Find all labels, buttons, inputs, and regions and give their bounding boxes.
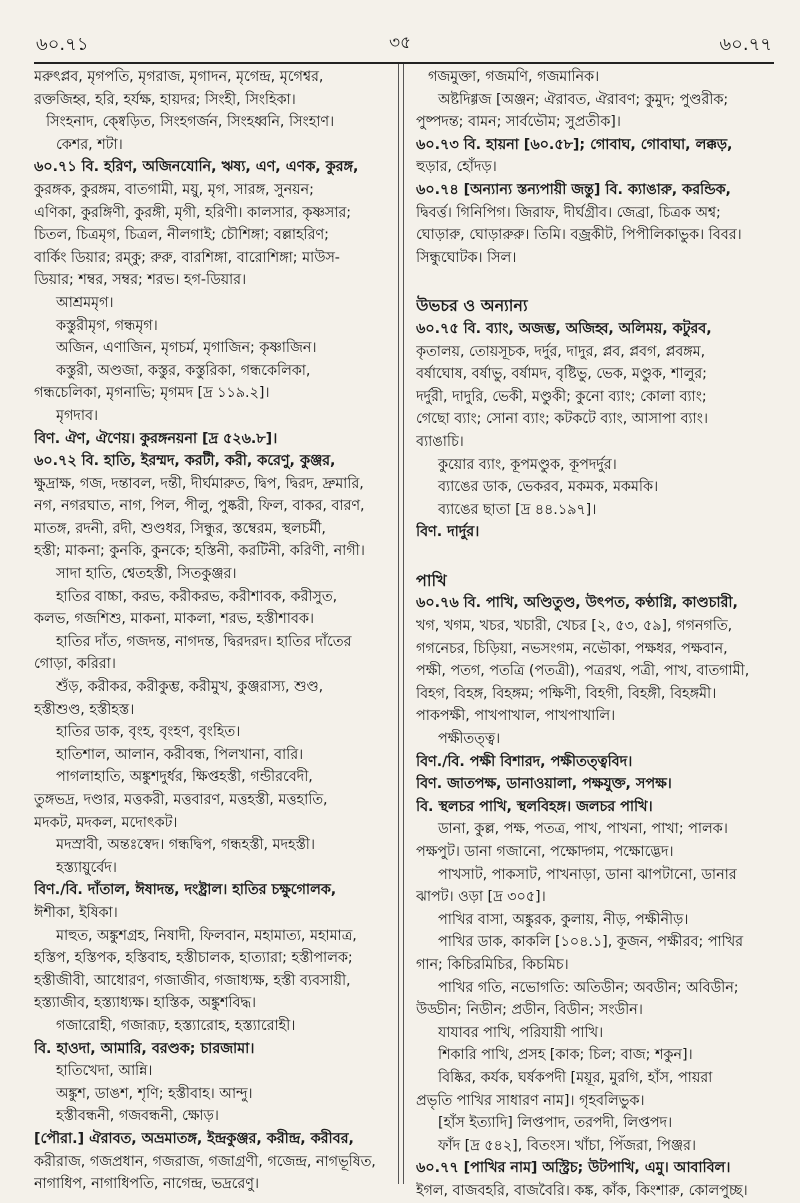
entry-line: ঘোড়ারু, ঘোড়ারুরু। তিমি। বজ্রকীট, পিপীলিকাভুক। বিবর। [416,227,742,244]
entry-line: অঙ্কুশ, ডাঙশ, শৃণি; হস্তীবাহ। আন্দু। [56,1085,253,1102]
entry-line: ব্যাঙের ছাতা [দ্র ৪৪.১৯৭]। [438,501,597,518]
entry-line: পক্ষী, পতগ, পতত্রি (পতত্রী), পত্ররথ, পত্রী, পাখ, বাতগামী, [416,663,750,680]
entry-line: মদস্রাবী, অন্তঃস্বেদ। গন্ধদ্বিপ, গন্ধহস্তী, মদহস্তী। [56,837,315,854]
entry-line: কস্তুরী, অণ্ডজা, কস্তুর, কস্তুরিকা, গন্ধকেলিকা, [56,362,311,379]
entry-line: বিহগ, বিহঙ্গ, বিহঙ্গম; পক্ষিণী, বিহগী, বিহঙ্গী, বিহঙ্গমী। [416,685,717,702]
entry-line: দর্দুরী, দাদুরি, ভেকী, মণ্ডুকী; কুনো ব্যাং; কোলা ব্যাং; [416,388,707,405]
entry-line: মাহুত, অঙ্কুশগ্রহ, নিষাদী, ফিলবান, মহামাত্য, মহামাত্র, [56,927,357,944]
entry-line: মাতঙ্গ, রদনী, রদী, শুণ্ডধর, সিন্ধুর, স্তম্বেরম, স্থলচর্মী, [34,520,326,537]
entry-line: কলভ, গজশিশু, মাকনা, মাকলা, শরভ, হস্তীশাবক। [34,611,314,628]
entry-line: বিণ. ঐণ, ঐণেয়। কুরঙ্গনয়না [দ্র ৫২৬.৮]। [34,430,278,447]
entry-line: অজিন, এণাজিন, মৃগচর্ম, মৃগাজিন; কৃষ্ণাজিন। [56,340,317,357]
entry-line: বিণ. জাতপক্ষ, ডানাওয়ালা, পক্ষযুক্ত, সপক্ষ। [416,776,672,793]
column-divider [398,64,399,1184]
section-heading: পাখি [416,570,447,590]
entry-line: রক্তজিহ্ব, হরি, হর্যক্ষ, হায়দর; সিংহী, সিংহিকা। [34,91,296,108]
entry-line: কুরঙ্গক, কুরঙ্গম, বাতগামী, ময়ু, মৃগ, সারঙ্গ, সুনয়ন; [34,181,314,198]
entry-line: তুঙ্গভদ্র, দণ্ডার, মত্তকরী, মত্তবারণ, মত্তহস্তী, মত্তহাতি, [34,792,328,808]
left-column [34,66,380,1196]
entry-line: ৬০.৭৫ বি. ব্যাং, অজম্ভ, অজিহ্ব, অলিময়, কটুরব, [416,320,712,337]
entry-line: অষ্টদিগ্গজ [অঞ্জন; ঐরাবত, ঐরাবণ; কুমুদ; পুণ্ডরীক; [438,91,729,108]
entry-line: বি. হাওদা, আমারি, বরণ্ডক; চারজামা। [34,1040,255,1057]
entry-line: গান; কিচিরমিচির, কিচমিচ। [416,956,569,973]
entry-line: বর্ষাঘোষ, বর্ষাভু, বর্ষামদ, বৃষ্টিভু, ভেক, মণ্ডুক, শালুর; [416,366,707,383]
entry-line: হস্ত্যাজীব, হস্ত্যাধ্যক্ষ। হাস্তিক, অঙ্কুশবিদ্ধ। [34,995,257,1012]
entry-line: পক্ষপুট। ডানা গজানো, পক্ষোদ্গম, পক্ষোদ্ভেদ। [416,844,674,860]
entry-line: কস্তুরীমৃগ, গন্ধমৃগ। [56,317,158,334]
entry-line: গন্ধচেলিকা, মৃগনাভি; মৃগমদ [দ্র ১১৯.২]। [34,385,270,402]
entry-line: পুষ্পদন্ত; বামন; সার্বভৌম; সুপ্রতীক]। [416,114,621,131]
entry-line: পাখসাট, পাকসাট, পাখনাড়া, ডানা ঝাপটানো, ডানার [438,866,737,883]
header-rule [34,62,774,64]
entry-line: আশ্রমমৃগ। [56,294,114,311]
header-left-entry: ৬০.৭১ [36,34,89,55]
entry-line: ইগল, বাজবহরি, বাজবৈরি। কঙ্ক, কাঁক, কিংশারু, কোলপুচ্ছ। [416,1182,748,1199]
entry-line: যাযাবর পাখি, পরিযায়ী পাখি। [438,1024,604,1041]
entry-line: গেছো ব্যাং; সোনা ব্যাং; কটকটে ব্যাং, আসাপা ব্যাং। [416,411,708,428]
entry-line: বিণ./বি. দাঁতাল, ঈষাদন্ত, দংষ্ট্রাল। হাতির চক্ষুগোলক, [34,882,337,899]
entry-line: শুঁড়, করীকর, করীকুম্ভ, করীমুখ, কুঞ্জরাস্য, শুণ্ড, [56,679,324,696]
entry-line: মদকট, মদকল, মদোৎকট। [34,814,178,831]
entry-line: এণিকা, কুরঙ্গিণী, কুরঙ্গী, মৃগী, হরিণী। কালসার, কৃষ্ণসার; [34,204,352,221]
entry-line: কেশর, শটা। [56,136,123,153]
entry-line: নাগাধিপ, নাগাধিপতি, নাগেন্দ্র, ভদ্ররেণু। [34,1176,259,1193]
entry-line: মৃগদাব। [56,407,99,424]
entry-line: খগ, খগম, খচর, খচারী, খেচর [২, ৫৩, ৫৯], গগনগতি, [416,618,733,635]
entry-line: পাখির গতি, নভোগতি: অতিডীন; অবডীন; অবিডীন; [438,979,739,996]
entry-line: ব্যাঙের ডাক, ভেকরব, মকমক, মকমকি। [438,479,659,496]
entry-line: [পৌরা.] ঐরাবত, অভ্রমাতঙ্গ, ইন্দ্রকুঞ্জর, করীন্দ্র, করীবর, [34,1130,354,1147]
entry-line: সিন্ধুঘোটক। সিল। [416,249,517,266]
entry-line: পক্ষীতত্ত্ব। [438,731,501,748]
section-heading: উভচর ও অন্যান্য [416,296,528,316]
entry-line: হুড়ার, হোঁদড়। [416,159,497,176]
right-column [416,66,780,1203]
entry-line: মরুৎপ্লব, মৃগপতি, মৃগরাজ, মৃগাদন, মৃগেন্দ্র, মৃগেশ্বর, [34,69,324,85]
entry-line: বি. স্থলচর পাখি, স্থলবিহঙ্গ। জলচর পাখি। [416,798,653,815]
entry-line: গজারোহী, গজারূঢ়, হস্ত্যারোহ, হস্ত্যারোহী। [56,1017,296,1034]
entry-line: বার্কিং ডিয়ার; রম্কু; রুরু, বারশিঙ্গা, বারোশিঙ্গা; মাউস- [34,249,340,266]
column-divider [403,64,404,1184]
entry-line: ৬০.৭৬ বি. পাখি, অণ্ডিতুণ্ড, উৎপত, কণ্ঠাগ্নি, কাণ্ডচারী, [416,595,738,612]
entry-line: সিংহনাদ, ক্ষ্বেড়িত, সিংহগর্জন, সিংহধ্বনি, সিংহাণ। [46,114,335,131]
entry-line: ঝাপট। ওড়া [দ্র ৩০৫]। [416,889,546,906]
entry-line: বিণ./বি. পক্ষী বিশারদ, পক্ষীতত্ত্ববিদ। [416,753,633,770]
entry-line: ঈশীকা, ইষিকা। [34,904,118,921]
entry-line [416,544,780,556]
entry-line: ফাঁদ [দ্র ৫৪২], বিতংস। খাঁচা, পিঁজরা, পিঞ্জর। [438,1137,696,1154]
entry-line: সাদা হাতি, শ্বেতহস্তী, সিতকুঞ্জর। [56,566,237,583]
entry-line: চিতল, চিত্রমৃগ, চিত্রল, নীলগাই; চৌশিঙ্গা; বল্লাহরিণ; [34,227,329,244]
entry-line: হস্ত্যায়ুর্বেদ। [56,859,117,876]
entry-line: ৬০.৭২ বি. হাতি, ইরম্মদ, করটী, করী, করেণু, কুঞ্জর, [34,453,336,470]
entry-line: হাতির ডাক, বৃংহ, বৃংহণ, বৃংহিত। [56,724,241,741]
entry-line: কৃতালয়, তোয়সূচক, দর্দুর, দাদুর, প্লব, প্লবগ, প্লবঙ্গম, [416,343,706,360]
entry-line: হস্তীবন্ধনী, গজবন্ধনী, ক্ষোড়। [56,1108,219,1125]
entry-line: প্রভৃতি পাখির সাধারণ নাম]। গৃহবলিভুক। [416,1092,645,1109]
header-right-entry: ৬০.৭৭ [719,34,772,55]
entry-line: [হাঁস ইত্যাদি] লিপ্তপাদ, তরপদী, লিপ্তপদ। [438,1115,673,1132]
entry-line: বিণ. দার্দুর। [416,524,480,541]
entry-line: পাখির বাসা, অঙ্কুরক, কুলায়, নীড়, পক্ষীনীড়। [438,911,689,928]
entry-line: গগনেচর, চিড়িয়া, নভসংগম, নভৌকা, পক্ষধর, পক্ষবান, [416,640,728,657]
entry-line: পাকপক্ষী, পাখপাখাল, পাখপাখালি। [416,708,616,725]
entry-line: ডানা, কুল্ল, পক্ষ, পতত্র, পাখ, পাখনা, পাখা; পালক। [438,821,728,838]
entry-line [416,269,780,281]
entry-line: ডিয়ার; শম্বর, সম্বর; শরভ। হগ-ডিয়ার। [34,272,247,289]
entry-line: নগ, নগরঘাত, নাগ, পিল, পীলু, পুষ্করী, ফিল, বাকর, বারণ, [34,498,365,515]
entry-line: হস্তী; মাকনা; কুনকি, কুনকে; হস্তিনী, করটিনী, করিণী, নাগী। [34,543,365,560]
entry-line: শিকারি পাখি, প্রসহ [কাক; চিল; বাজ; শকুন]। [438,1047,693,1064]
entry-line: হস্তীশুণ্ড, হস্তীহস্ত। [34,701,135,718]
entry-line: পাগলাহাতি, অঙ্কুশদুর্ধর, ক্ষিপ্তহস্তী, গন্ডীরবেদী, [56,769,313,786]
entry-line: গোড়া, করিরা। [34,656,116,673]
entry-line: ৬০.৭৪ [অন্যান্য স্তন্যপায়ী জন্তু] বি. ক্যাঙারু, করন্ডিক, [416,181,731,198]
entry-line: গজমুক্তা, গজমণি, গজমানিক। [428,69,600,85]
entry-line: পাখির ডাক, কাকলি [১০৪.১], কূজন, পক্ষীরব; পাখির [438,934,744,951]
entry-line: ব্যাঙাচি। [416,433,464,450]
entry-line: কুয়োর ব্যাং, কূপমণ্ডুক, কূপদর্দুর। [438,456,617,473]
entry-line: ৬০.৭৩ বি. হায়না [৬০.৫৮]; গোবাঘ, গোবাঘা, লক্কড়, [416,136,733,153]
page-number: ৩৫ [388,33,412,53]
entry-line: ক্ষুদ্রাক্ষ, গজ, দন্তাবল, দন্তী, দীর্ঘমারুত, দ্বিপ, দ্বিরদ, দ্রুমারি, [34,475,364,492]
entry-line: ৬০.৭১ বি. হরিণ, অজিনযোনি, ঋষ্য, এণ, এণক, কুরঙ্গ, [34,159,359,176]
entry-line: হস্তিপ, হস্তিপক, হস্তিবাহ, হস্তীচালক, হাত্যারা; হস্তীপালক; [34,950,353,967]
entry-line: দ্বিবর্ত্ত। গিনিপিগ। জিরাফ, দীর্ঘগ্রীব। জেব্রা, চিত্রক অশ্ব; [416,204,721,221]
entry-line: করীরাজ, গজপ্রধান, গজরাজ, গজাগ্রণী, গজেন্দ্র, নাগভূষিত, [34,1153,376,1170]
entry-line: উড্ডীন; নিডীন; প্রডীন, বিডীন; সংডীন। [416,1002,643,1019]
entry-line: ৬০.৭৭ [পাখির নাম] অস্ট্রিচ; উটপাখি, এমু। আবাবিল। [416,1160,731,1177]
entry-line: হাতির দাঁত, গজদন্ত, নাগদন্ত, দ্বিরদরদ। হাতির দাঁতের [56,633,352,650]
entry-line: হাতিশাল, আলান, করীবন্ধ, পিলখানা, বারি। [56,746,304,763]
entry-line: হস্তীজীবী, আধোরণ, গজাজীব, গজাধ্যক্ষ, হস্তী ব্যবসায়ী, [34,972,351,989]
entry-line: বিষ্কির, কর্যক, ঘর্ষকপদী [ময়ূর, মুরগি, হাঁস, পায়রা [438,1069,713,1086]
entry-line: হাতির বাচ্চা, করভ, করীকরভ, করীশাবক, করীসুত, [56,588,338,605]
entry-line: হাতিখেদা, আন্নি। [56,1063,153,1080]
